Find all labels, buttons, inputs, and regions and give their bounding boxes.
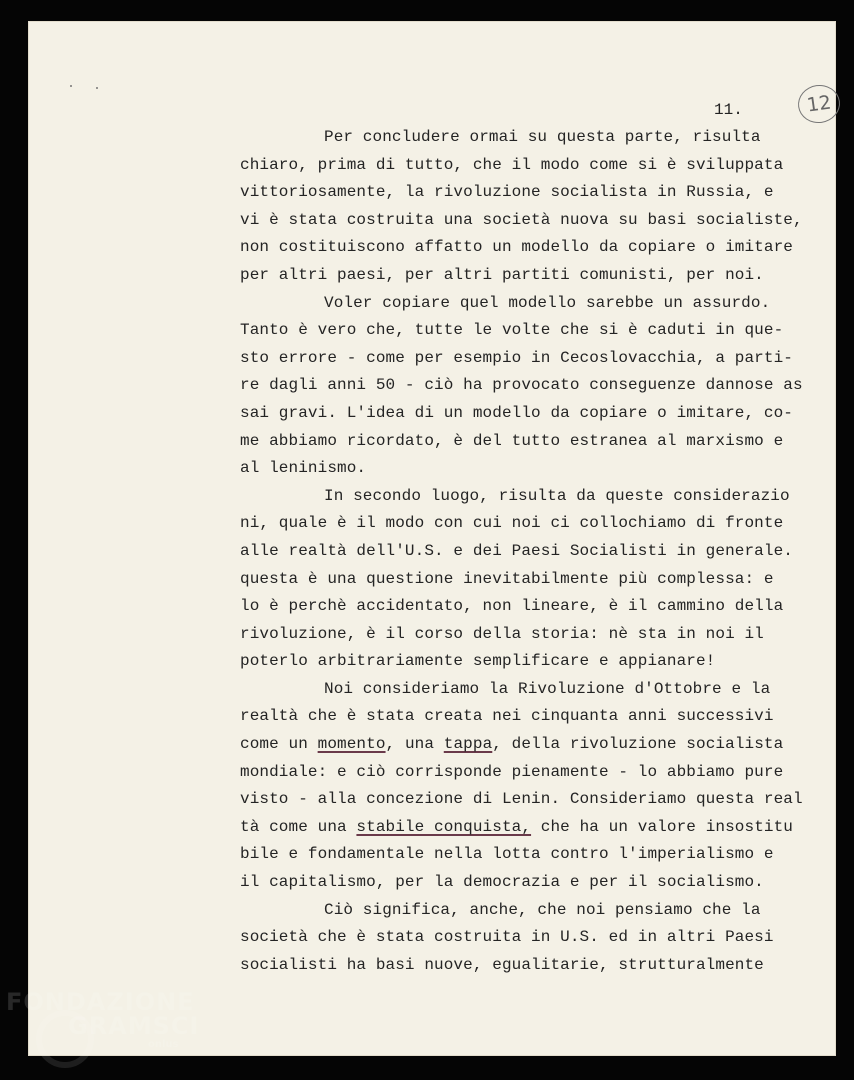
text-line: questa è una questione inevitabilmente più complessa: e [240,569,774,588]
document-page [28,21,836,1056]
text-line: ni, quale è il modo con cui noi ci collochiamo di fronte [240,514,784,533]
watermark-line-3: onlus [148,1039,179,1050]
text-line: chiaro, prima di tutto, che il modo come si è sviluppata [240,155,784,174]
text-line: mondiale: e ciò corrisponde pienamente - lo abbiamo pure [240,762,784,781]
paper-specks [68,81,108,93]
text-line: vittoriosamente, la rivoluzione socialista in Russia, e [240,183,774,202]
text-line: re dagli anni 50 - ciò ha provocato conseguenze dannose as [240,376,803,395]
watermark-line-2: GRAMSCI [68,1012,200,1040]
text-line: realtà che è stata creata nei cinquanta anni successivi [240,707,774,726]
watermark-logo [6,990,199,1050]
text-line: società che è stata costruita in U.S. ed in altri Paesi [240,928,774,947]
text-line: il capitalismo, per la democrazia e per il socialismo. [240,873,764,892]
text-line: visto - alla concezione di Lenin. Consideriamo questa real [240,790,803,809]
text-line: al leninismo. [240,459,367,478]
page-number: 11. [714,101,743,119]
text-line: Tanto è vero che, tutte le volte che si è caduti in que- [240,321,784,340]
text-line: rivoluzione, è il corso della storia: nè sta in noi il [240,624,764,643]
text-line: In secondo luogo, risulta da queste considerazio [324,486,790,505]
text-line: come un momento, una tappa, della rivoluzione socialista [240,735,784,754]
text-line: socialisti ha basi nuove, egualitarie, strutturalmente [240,955,764,974]
text-line: Voler copiare quel modello sarebbe un assurdo. [324,293,771,312]
typewritten-text-body [240,124,803,979]
text-line: lo è perchè accidentato, non lineare, è il cammino della [240,597,784,616]
text-line: alle realtà dell'U.S. e dei Paesi Socialisti in generale. [240,541,793,560]
text-line: me abbiamo ricordato, è del tutto estranea al marxismo e [240,431,784,450]
text-line: poterlo arbitrariamente semplificare e appianare! [240,652,716,671]
text-line: Noi consideriamo la Rivoluzione d'Ottobre e la [324,679,771,698]
text-line: per altri paesi, per altri partiti comunisti, per noi. [240,265,764,284]
text-line: bile e fondamentale nella lotta contro l'imperialismo e [240,845,774,864]
text-line: tà come una stabile conquista, che ha un valore insostitu [240,817,794,836]
text-line: sai gravi. L'idea di un modello da copiare o imitare, co- [240,403,793,422]
watermark-line-1: FONDAZIONE [6,988,195,1016]
archive-folio-number: 12 [796,82,843,125]
text-line: Per concludere ormai su questa parte, risulta [324,128,761,146]
text-line: Ciò significa, anche, che noi pensiamo che la [324,900,761,919]
text-line: sto errore - come per esempio in Cecoslovacchia, a parti- [240,348,793,367]
text-line: vi è stata costruita una società nuova su basi socialiste, [240,210,803,229]
text-line: non costituiscono affatto un modello da copiare o imitare [240,238,793,257]
